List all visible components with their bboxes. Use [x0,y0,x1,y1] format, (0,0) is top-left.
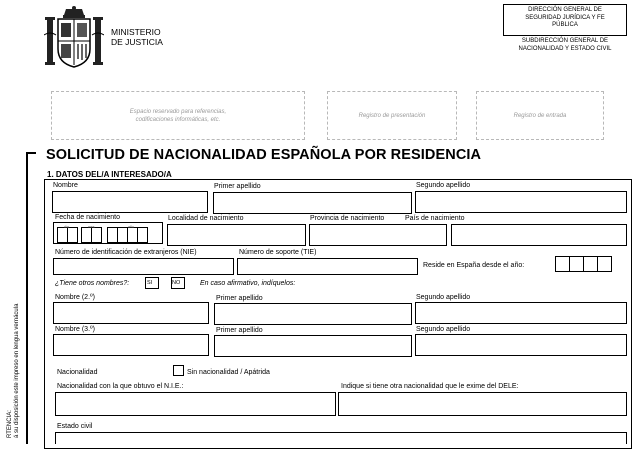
presentation-register-area [327,91,457,140]
sin-nacionalidad-label: Sin nacionalidad / Apátrida [187,369,270,376]
estado-civil-label: Estado civil [57,423,93,430]
localidad-nacimiento-label: Localidad de nacimiento [168,215,244,222]
side-note-line1: RTENCIA: [7,410,13,438]
date-year-hint: año [128,225,134,229]
direction-line3: PÚBLICA [552,22,578,28]
segundo-apellido-field[interactable] [415,191,627,213]
no-label: NO [172,280,181,286]
ministry-line1: MINISTERIO [111,27,161,37]
primer-apellido2-label: Primer apellido [216,295,263,302]
direction-line1: DIRECCIÓN GENERAL DE [528,7,602,13]
nie-field[interactable] [53,258,234,275]
direction-box [503,4,627,36]
side-note [7,304,21,438]
pais-nacimiento-label: País de nacimiento [405,215,465,222]
sin-nacionalidad-checkbox[interactable] [173,365,184,376]
segundo-apellido2-label: Segundo apellido [416,294,471,301]
direction-line2: SEGURIDAD JURÍDICA Y FE [525,14,605,21]
section-1-heading: 1. DATOS DEL/A INTERESADO/A [47,170,172,179]
otra-nac-field[interactable] [338,392,627,416]
presentation-register-label: Registro de presentación [358,112,426,119]
coat-of-arms-logo [44,5,104,73]
nombre-label: Nombre [53,182,78,189]
primer-apellido-field[interactable] [213,192,412,214]
birth-year-cell-4[interactable] [137,227,148,243]
si-label: SI [147,280,153,286]
nombre3-field[interactable] [53,334,209,356]
nie-label: Número de identificación de extranjeros (NIE) [55,249,197,256]
en-caso-label: En caso afirmativo, indíquelos: [200,280,296,287]
reside-year-cell-1[interactable] [555,256,570,272]
entry-register-label: Registro de entrada [513,112,567,119]
segundo-apellido2-field[interactable] [415,302,627,324]
reserved-refs-line2: codificaciones informáticas, etc. [135,116,221,123]
segundo-apellido3-label: Segundo apellido [416,326,471,333]
nac-nie-field[interactable] [55,392,336,416]
title-left-bracket [26,152,36,444]
side-note-line2: á su disposición este impreso en lengua vernácula [14,303,20,438]
nombre2-label: Nombre (2.º) [55,294,95,301]
localidad-nacimiento-field[interactable] [167,224,306,246]
otra-nac-label: Indique si tiene otra nacionalidad que le exime del DELE: [341,383,519,390]
nacionalidad-label: Nacionalidad [57,369,98,376]
birth-month-cell-2[interactable] [91,227,102,243]
primer-apellido-label: Primer apellido [214,183,261,190]
date-month-hint: mes [88,225,95,229]
primer-apellido3-field[interactable] [214,335,412,357]
provincia-nacimiento-label: Provincia de nacimiento [310,215,385,222]
form-title: SOLICITUD DE NACIONALIDAD ESPAÑOLA POR RESIDENCIA [46,147,482,163]
tie-label: Número de soporte (TIE) [239,249,317,256]
reside-year-cell-2[interactable] [569,256,584,272]
segundo-apellido-label: Segundo apellido [416,182,471,189]
segundo-apellido3-field[interactable] [415,334,627,356]
fecha-nacimiento-label: Fecha de nacimiento [55,214,120,221]
nac-nie-label: Nacionalidad con la que obtuvo el N.I.E.: [57,383,184,390]
reserved-refs-line1: Espacio reservado para referencias, [129,108,227,115]
birth-day-cell-2[interactable] [67,227,78,243]
reside-year-cell-3[interactable] [583,256,598,272]
reside-label: Reside en España desde el año: [423,262,525,269]
nombre-field[interactable] [52,191,208,213]
otros-nombres-label: ¿Tiene otros nombres?: [55,280,130,287]
primer-apellido3-label: Primer apellido [216,327,263,334]
estado-civil-field[interactable] [55,432,627,444]
ministry-line2: DE JUSTICIA [111,37,163,47]
reserved-references-area [51,91,305,140]
provincia-nacimiento-field[interactable] [309,224,447,246]
tie-field[interactable] [237,258,418,275]
subdirection-line1: SUBDIRECCIÓN GENERAL DE [521,38,609,44]
subdirection-line2: NACIONALIDAD Y ESTADO CIVIL [518,46,612,52]
nombre3-label: Nombre (3.º) [55,326,95,333]
nombre2-field[interactable] [53,302,209,324]
date-day-hint: día [64,225,69,229]
subdirection-text [500,37,630,53]
reside-year-cell-4[interactable] [597,256,612,272]
entry-register-area [476,91,604,140]
primer-apellido2-field[interactable] [214,303,412,325]
ministry-name [111,27,163,47]
pais-nacimiento-field[interactable] [451,224,627,246]
